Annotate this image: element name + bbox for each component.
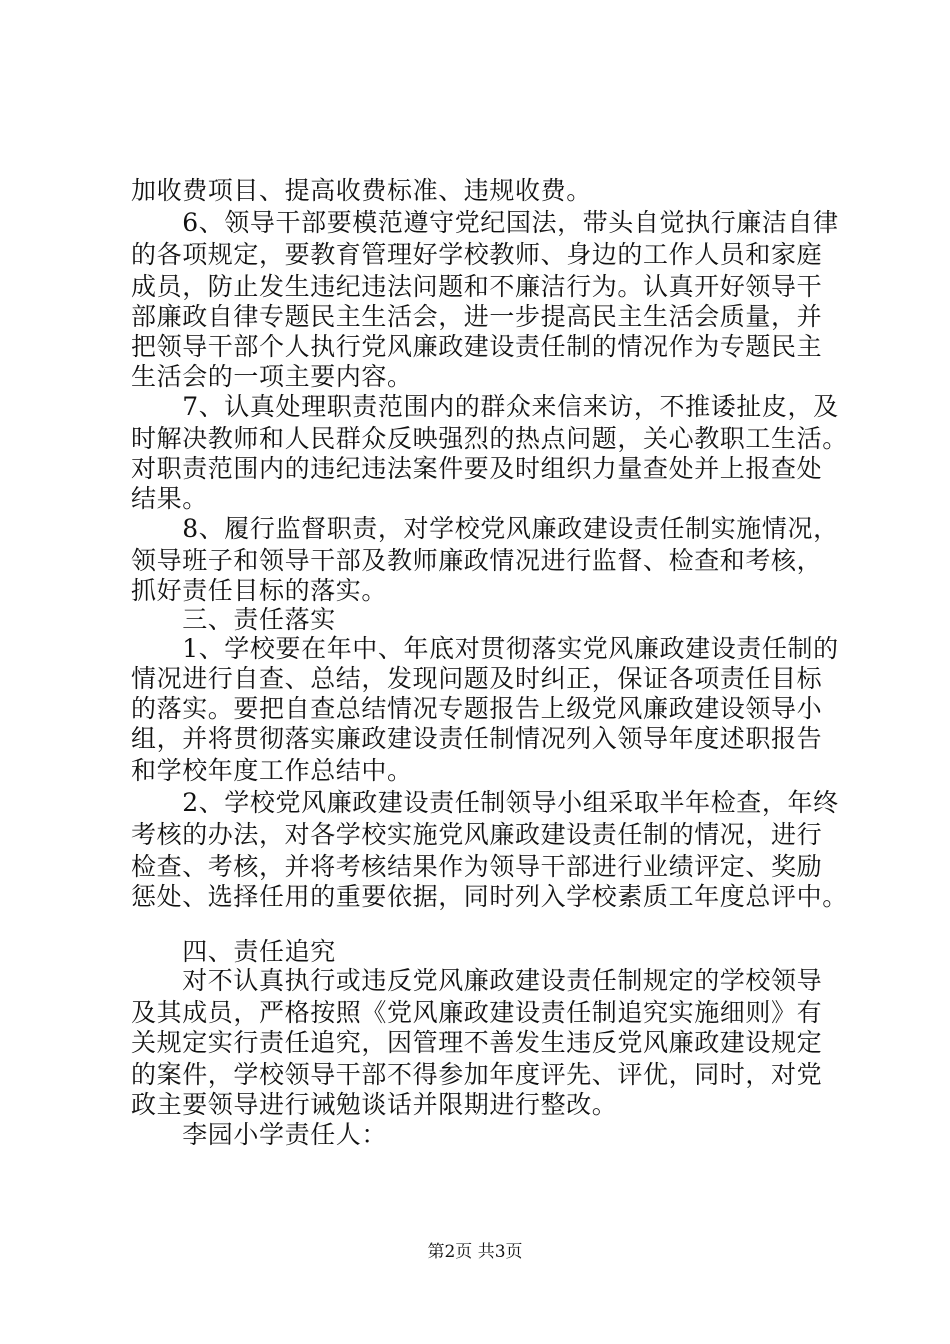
text-line: 8、履行监督职责，对学校党风廉政建设责任制实施情况，	[131, 514, 839, 543]
text-line: 四、责任追究	[131, 937, 336, 966]
text-line: 7、认真处理职责范围内的群众来信来访，不推诿扯皮，及	[131, 392, 839, 421]
text-line: 6、领导干部要模范遵守党纪国法，带头自觉执行廉洁自律	[131, 208, 839, 237]
text-line: 检查、考核，并将考核结果作为领导干部进行业绩评定、奖励	[131, 852, 823, 881]
text-line: 2、学校党风廉政建设责任制领导小组采取半年检查，年终	[131, 788, 839, 817]
text-line: 情况进行自查、总结，发现问题及时纠正，保证各项责任目标	[131, 664, 823, 693]
text-line: 1、学校要在年中、年底对贯彻落实党风廉政建设责任制的	[131, 634, 839, 663]
text-line: 加收费项目、提高收费标准、违规收费。	[131, 176, 592, 205]
text-line: 成员，防止发生违纪违法问题和不廉洁行为。认真开好领导干	[131, 272, 823, 301]
text-line: 把领导干部个人执行党风廉政建设责任制的情况作为专题民主	[131, 332, 823, 361]
text-line: 及其成员，严格按照《党风廉政建设责任制追究实施细则》有	[131, 998, 823, 1027]
text-line: 惩处、选择任用的重要依据，同时列入学校素质工年度总评中。	[131, 882, 848, 911]
text-line: 政主要领导进行诫勉谈话并限期进行整改。	[131, 1090, 618, 1119]
text-line: 结果。	[131, 484, 208, 513]
text-line: 生活会的一项主要内容。	[131, 362, 413, 391]
text-line: 的各项规定，要教育管理好学校教师、身边的工作人员和家庭	[131, 240, 823, 269]
text-line: 部廉政自律专题民主生活会，进一步提高民主生活会质量，并	[131, 302, 823, 331]
text-line: 李园小学责任人：	[131, 1120, 388, 1149]
text-line: 的案件，学校领导干部不得参加年度评先、评优，同时，对党	[131, 1060, 823, 1089]
text-line: 的落实。要把自查总结情况专题报告上级党风廉政建设领导小	[131, 694, 823, 723]
page-footer: 第2页 共3页	[427, 1242, 523, 1262]
text-line: 时解决教师和人民群众反映强烈的热点问题，关心教职工生活。	[131, 424, 848, 453]
text-line: 领导班子和领导干部及教师廉政情况进行监督、检查和考核，	[131, 546, 823, 575]
text-line: 组，并将贯彻落实廉政建设责任制情况列入领导年度述职报告	[131, 724, 823, 753]
text-line: 考核的办法，对各学校实施党风廉政建设责任制的情况，进行	[131, 820, 823, 849]
text-line: 对职责范围内的违纪违法案件要及时组织力量查处并上报查处	[131, 454, 823, 483]
text-line: 关规定实行责任追究，因管理不善发生违反党风廉政建设规定	[131, 1028, 823, 1057]
text-line: 抓好责任目标的落实。	[131, 576, 388, 605]
text-line: 对不认真执行或违反党风廉政建设责任制规定的学校领导	[131, 966, 823, 995]
text-line: 和学校年度工作总结中。	[131, 756, 413, 785]
text-line: 三、责任落实	[131, 605, 336, 634]
